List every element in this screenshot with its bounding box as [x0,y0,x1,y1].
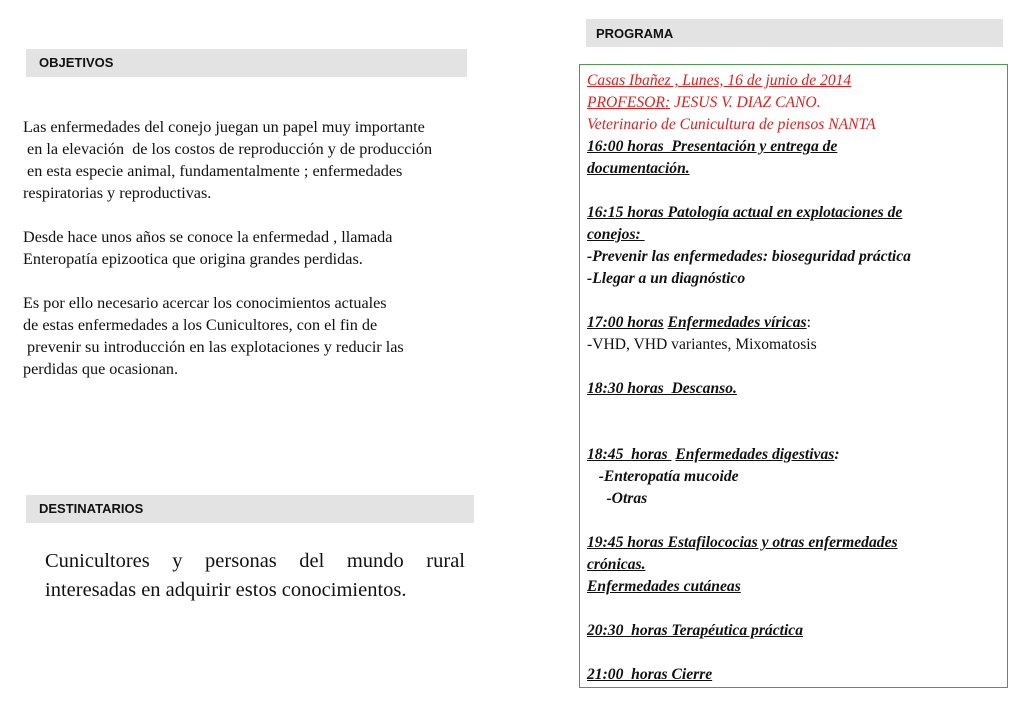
session-cierre: 21:00 horas Cierre [587,666,713,683]
profesor-label: PROFESOR: [587,94,671,111]
session-estafilococias-cont: crónicas. [587,556,646,573]
profesor-line [587,92,1005,114]
objetivos-line: Es por ello necesario acercar los conocimientos actuales [23,294,387,312]
objetivos-line: Las enfermedades del conejo juegan un papel muy importante [23,118,425,136]
objetivos-text [23,116,503,380]
session-presentacion: 16:00 horas Presentación y entrega de [587,138,838,155]
session-item: -Enteropatía mucoide [587,468,739,485]
programa-header [586,19,1003,47]
session-item: -Otras [587,490,648,507]
programa-content [587,70,1005,686]
session-viricas [587,312,1005,334]
destinatarios-header [26,495,474,523]
objetivos-title: OBJETIVOS [39,55,114,70]
session-digestivas [587,444,1005,466]
programa-title: PROGRAMA [596,26,674,41]
objetivos-line: de estas enfermedades a los Cunicultores, con el fin de [23,316,378,334]
session-item: -VHD, VHD variantes, Mixomatosis [587,336,817,353]
session-cutaneas: Enfermedades cutáneas [587,578,741,595]
session-estafilococias: 19:45 horas Estafilococias y otras enfermedades [587,534,898,551]
profesor-role: Veterinario de Cunicultura de piensos NANTA [587,116,876,133]
session-title: Enfermedades víricas [667,314,807,331]
spacer [587,180,1005,202]
destinatarios-text [45,547,465,605]
paragraph-gap [23,204,503,226]
objetivos-header [26,49,467,77]
paragraph-gap [23,270,503,292]
session-terapeutica: 20:30 horas Terapéutica práctica [587,622,803,639]
colon: : [806,314,811,331]
spacer [587,290,1005,312]
spacer [587,356,1005,378]
spacer [587,642,1005,664]
destinatarios-title: DESTINATARIOS [39,501,144,516]
session-item: -Llegar a un diagnóstico [587,270,746,287]
session-descanso: 18:30 horas Descanso. [587,380,737,397]
session-patologia-cont: conejos: [587,226,645,243]
spacer [587,598,1005,620]
spacer [587,422,1005,444]
objetivos-line: Desde hace unos años se conoce la enfermedad , llamada [23,228,393,246]
session-patologia: 16:15 horas Patología actual en explotaciones de [587,204,903,221]
objetivos-line: en la elevación de los costos de reproducción y de producción [23,140,433,158]
objetivos-line: prevenir su introducción en las explotaciones y reducir las [23,338,404,356]
session-time: 17:00 horas [587,314,664,331]
session-presentacion-cont: documentación. [587,160,690,177]
objetivos-line: en esta especie animal, fundamentalmente ; enfermedades [23,162,403,180]
colon: : [834,446,840,463]
session-title: Enfermedades digestivas [675,446,835,463]
destinatarios-line: Cunicultores y personas del mundo rural [45,550,465,572]
session-time: 18:45 horas [587,446,672,463]
spacer [587,510,1005,532]
objetivos-line: Enteropatía epizootica que origina grandes perdidas. [23,250,363,268]
objetivos-line: perdidas que ocasionan. [23,360,179,378]
destinatarios-line: interesadas en adquirir estos conocimientos. [45,579,407,601]
profesor-name: JESUS V. DIAZ CANO. [670,94,821,111]
objetivos-line: respiratorias y reproductivas. [23,184,212,202]
session-item: -Prevenir las enfermedades: bioseguridad práctica [587,248,911,265]
place-date: Casas Ibañez , Lunes, 16 de junio de 2014 [587,72,852,89]
spacer [587,400,1005,422]
